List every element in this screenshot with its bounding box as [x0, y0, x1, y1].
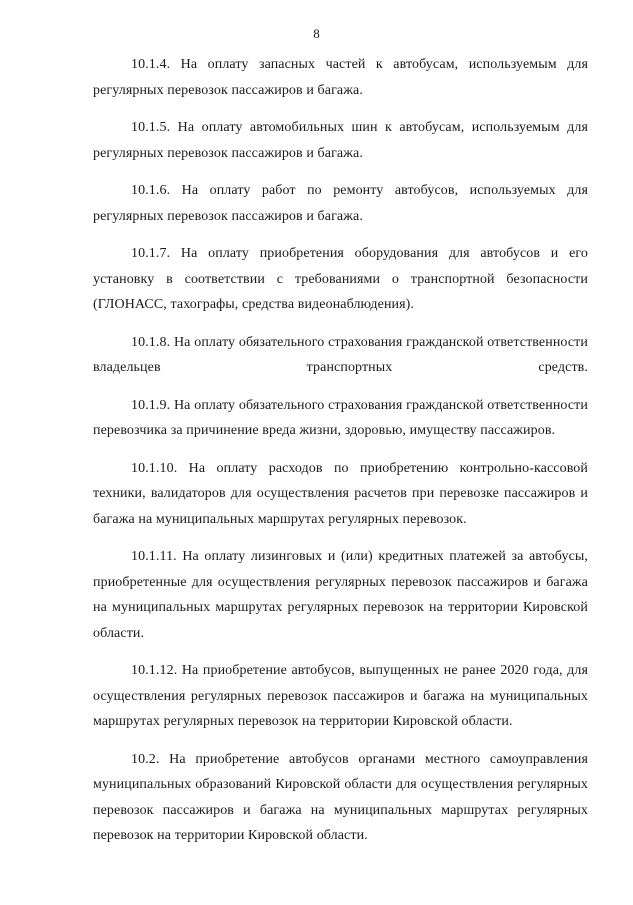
- paragraph-10-1-10: 10.1.10. На оплату расходов по приобретению контрольно-кассовой техники, валидаторов для осуществления расчетов при перевозке пассажиров и багажа на муниципальных маршрутах регулярных перевозок.: [93, 460, 588, 527]
- paragraph-10-1-5: 10.1.5. На оплату автомобильных шин к автобусам, используемым для регулярных перевозок пассажиров и багажа.: [93, 120, 588, 161]
- paragraph-10-1-7: 10.1.7. На оплату приобретения оборудования для автобусов и его установку в соответствии с требованиями о транспортной безопасности (ГЛОНАСС, тахографы, средства видеонаблюдения).: [93, 246, 588, 312]
- paragraph-10-1-11: 10.1.11. На оплату лизинговых и (или) кредитных платежей за автобусы, приобретенные для осуществления регулярных перевозок пассажиров и багажа на муниципальных маршрутах регулярных перевозок на территории Кировской области.: [93, 549, 588, 641]
- page-number: 8: [313, 26, 320, 41]
- paragraph-10-2: 10.2. На приобретение автобусов органами местного самоуправления муниципальных образований Кировской области для осуществления регулярных перевозок пассажиров и багажа на муниципальных маршрутах регулярных перевозок на территории Кировской области.: [93, 751, 588, 843]
- paragraph-10-1-12: 10.1.12. На приобретение автобусов, выпущенных не ранее 2020 года, для осуществления регулярных перевозок пассажиров и багажа на муниципальных маршрутах регулярных перевозок на территории Кировской области.: [93, 663, 588, 729]
- paragraph-10-1-6: 10.1.6. На оплату работ по ремонту автобусов, используемых для регулярных перевозок пассажиров и багажа.: [93, 183, 588, 224]
- paragraph-10-1-8: 10.1.8. На оплату обязательного страхования гражданской ответственности владельцев транспортных средств.: [93, 334, 588, 375]
- paragraph-10-1-4: 10.1.4. На оплату запасных частей к автобусам, используемым для регулярных перевозок пассажиров и багажа.: [93, 57, 588, 98]
- document-body: [93, 52, 588, 861]
- paragraph-10-1-9: 10.1.9. На оплату обязательного страхования гражданской ответственности перевозчика за причинение вреда жизни, здоровью, имуществу пассажиров.: [93, 397, 588, 438]
